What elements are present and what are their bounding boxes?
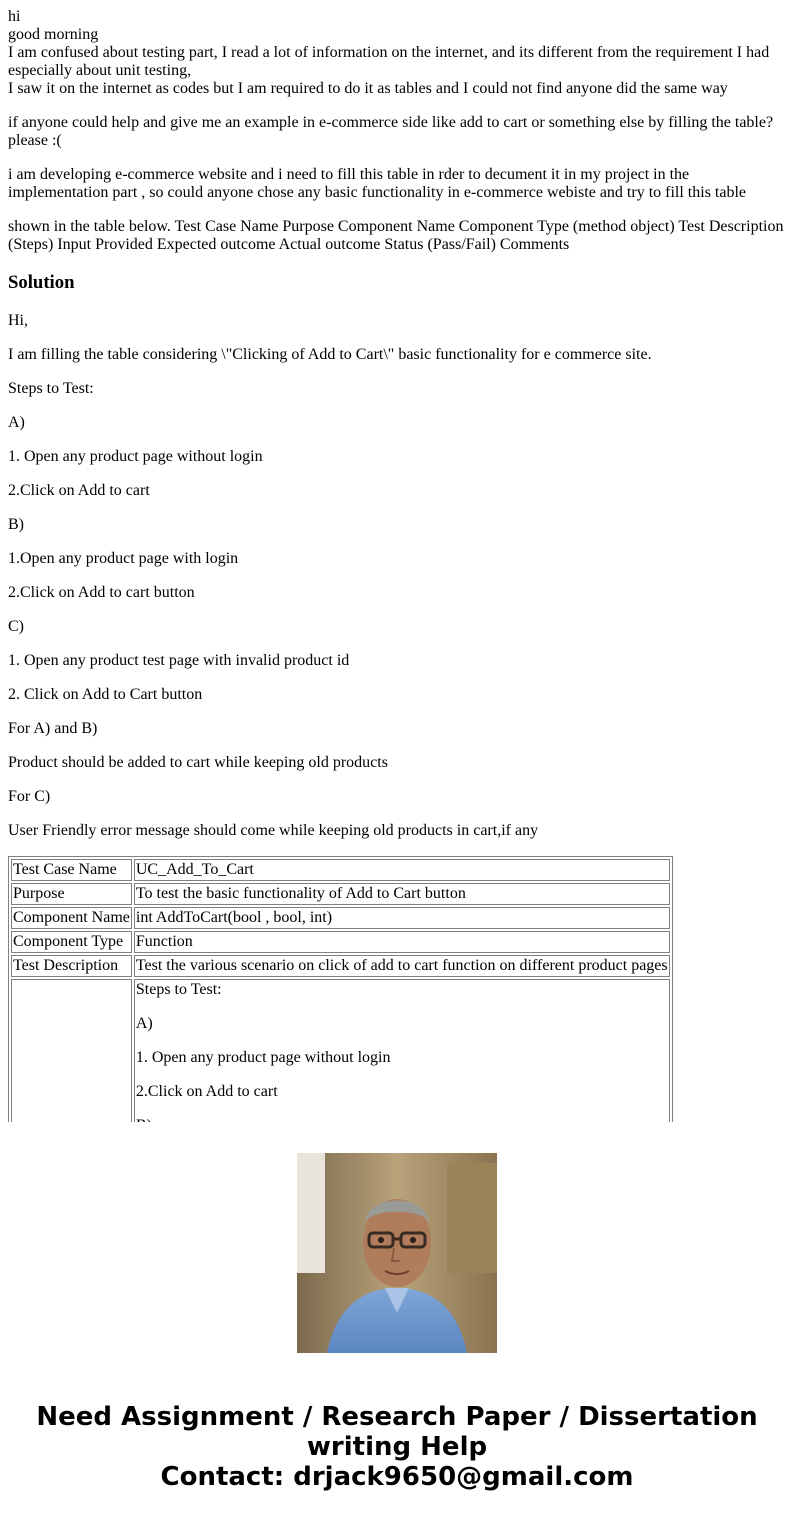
steps-paragraph: 2.Click on Add to cart bbox=[135, 1083, 278, 1100]
solution-paragraph: 1.Open any product page with login bbox=[8, 550, 239, 567]
question-paragraph-4: shown in the table below. Test Case Name Purpose Component Name Component Type (method object) Test Description (Steps) Input Provided Expected outcome Actual outcome Status (Pass/Fail) Comments bbox=[8, 218, 784, 253]
solution-heading: Solution bbox=[8, 272, 75, 293]
table-label-cell: Purpose bbox=[11, 883, 132, 905]
solution-paragraph: Steps to Test: bbox=[8, 380, 94, 397]
author-photo-illustration bbox=[297, 1153, 497, 1353]
solution-paragraph: User Friendly error message should come while keeping old products in cart,if any bbox=[8, 822, 539, 839]
table-row bbox=[11, 859, 670, 881]
solution-paragraph: Hi, bbox=[8, 312, 28, 329]
solution-paragraph: 1. Open any product page without login bbox=[8, 448, 263, 465]
banner-line-1: Need Assignment / Research Paper / Dissertation bbox=[36, 1402, 758, 1432]
document-content bbox=[8, 8, 786, 1156]
table-value-cell: To test the basic functionality of Add to Cart button bbox=[134, 883, 670, 905]
banner-line-2: writing Help bbox=[306, 1432, 488, 1462]
table-value-cell: Function bbox=[134, 931, 670, 953]
question-block bbox=[8, 8, 786, 254]
table-row bbox=[11, 931, 670, 953]
solution-paragraph: For A) and B) bbox=[8, 720, 98, 737]
table-value-cell: UC_Add_To_Cart bbox=[134, 859, 670, 881]
question-line-3: I am confused about testing part, I read a lot of information on the internet, and its different from the requirement I had especially about unit testing, bbox=[8, 44, 770, 79]
table-label-cell: Test Case Name bbox=[11, 859, 132, 881]
question-line-4: I saw it on the internet as codes but I am required to do it as tables and I could not find anyone did the same way bbox=[8, 80, 728, 97]
question-paragraph-3: i am developing e-commerce website and i need to fill this table in rder to decument it in my project in the implementation part , so could anyone chose any basic functionality in e-commerce webiste and try to fill this table bbox=[8, 166, 747, 201]
solution-paragraph: C) bbox=[8, 618, 24, 635]
steps-paragraph: Steps to Test: bbox=[135, 981, 222, 998]
help-banner bbox=[0, 1402, 794, 1492]
table-row bbox=[11, 883, 670, 905]
table-label-cell: Component Name bbox=[11, 907, 132, 929]
question-line-1: hi bbox=[8, 8, 21, 25]
table-value-cell: Test the various scenario on click of add to cart function on different product pages bbox=[134, 955, 670, 977]
solution-paragraph: 1. Open any product test page with invalid product id bbox=[8, 652, 350, 669]
solution-body bbox=[8, 312, 786, 840]
solution-paragraph: B) bbox=[8, 516, 24, 533]
table-value-cell: int AddToCart(bool , bool, int) bbox=[134, 907, 670, 929]
solution-paragraph: 2. Click on Add to Cart button bbox=[8, 686, 203, 703]
table-row bbox=[11, 955, 670, 977]
steps-paragraph: A) bbox=[135, 1015, 153, 1032]
banner-contact-line: Contact: drjack9650@gmail.com bbox=[160, 1462, 634, 1492]
table-row bbox=[11, 907, 670, 929]
promo-footer bbox=[0, 1122, 794, 1523]
solution-paragraph: For C) bbox=[8, 788, 51, 805]
solution-paragraph: Product should be added to cart while keeping old products bbox=[8, 754, 388, 771]
solution-paragraph: I am filling the table considering \"Clicking of Add to Cart\" basic functionality for e commerce site. bbox=[8, 346, 652, 363]
solution-paragraph: 2.Click on Add to cart button bbox=[8, 584, 195, 601]
test-case-table bbox=[8, 856, 673, 1156]
author-photo bbox=[297, 1153, 497, 1353]
solution-paragraph: A) bbox=[8, 414, 25, 431]
table-label-cell: Test Description bbox=[11, 955, 132, 977]
question-paragraph-2: if anyone could help and give me an example in e-commerce side like add to cart or something else by filling the table? please :( bbox=[8, 114, 774, 149]
solution-paragraph: 2.Click on Add to cart bbox=[8, 482, 150, 499]
question-line-2: good morning bbox=[8, 26, 99, 43]
table-label-cell: Component Type bbox=[11, 931, 132, 953]
steps-paragraph: 1. Open any product page without login bbox=[135, 1049, 391, 1066]
